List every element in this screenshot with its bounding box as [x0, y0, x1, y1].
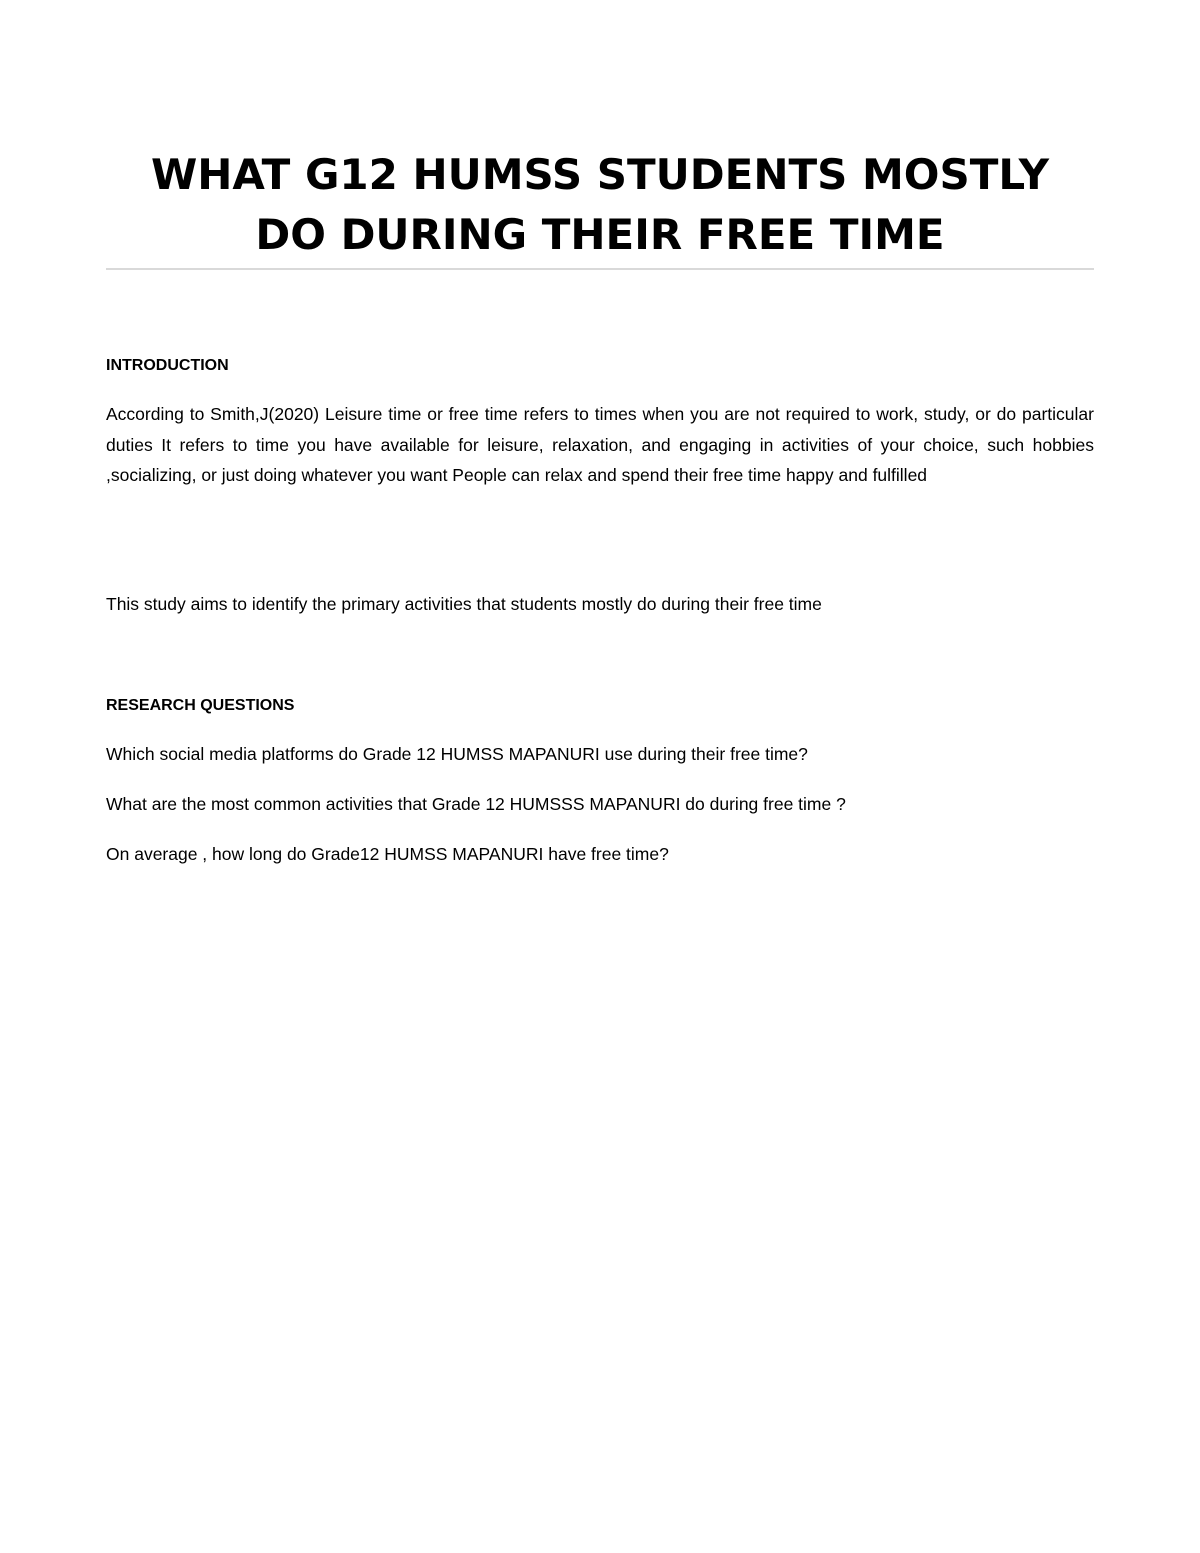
research-question-2-block [106, 789, 1094, 820]
research-question-3: On average , how long do Grade12 HUMSS MAPANURI have free time? [106, 844, 669, 864]
study-aim-block [106, 589, 1094, 620]
introduction-heading-block [106, 355, 1094, 377]
research-question-1: Which social media platforms do Grade 12 HUMSS MAPANURI use during their free time? [106, 744, 808, 764]
research-question-3-block [106, 839, 1094, 870]
study-aim-paragraph: This study aims to identify the primary activities that students mostly do during their free time [106, 594, 822, 614]
title-divider [106, 268, 1094, 270]
introduction-paragraph: According to Smith,J(2020) Leisure time or free time refers to times when you are not required to work, study, or do particular duties It refers to time you have available for leisure, relaxation, and engaging in activities of your choice, such hobbies ,socializing, or just doing whatever you want People can relax and spend their free time happy and fulfilled [106, 404, 1094, 485]
research-question-1-block [106, 739, 1094, 770]
introduction-paragraph-block [106, 399, 1094, 491]
document-title [106, 145, 1094, 265]
research-questions-heading: RESEARCH QUESTIONS [106, 697, 295, 714]
title-line-1: WHAT G12 HUMSS STUDENTS MOSTLY [150, 150, 1050, 199]
title-line-2: DO DURING THEIR FREE TIME [255, 210, 945, 259]
research-questions-heading-block [106, 695, 1094, 717]
introduction-heading: INTRODUCTION [106, 357, 229, 374]
research-question-2: What are the most common activities that Grade 12 HUMSSS MAPANURI do during free time ? [106, 794, 846, 814]
